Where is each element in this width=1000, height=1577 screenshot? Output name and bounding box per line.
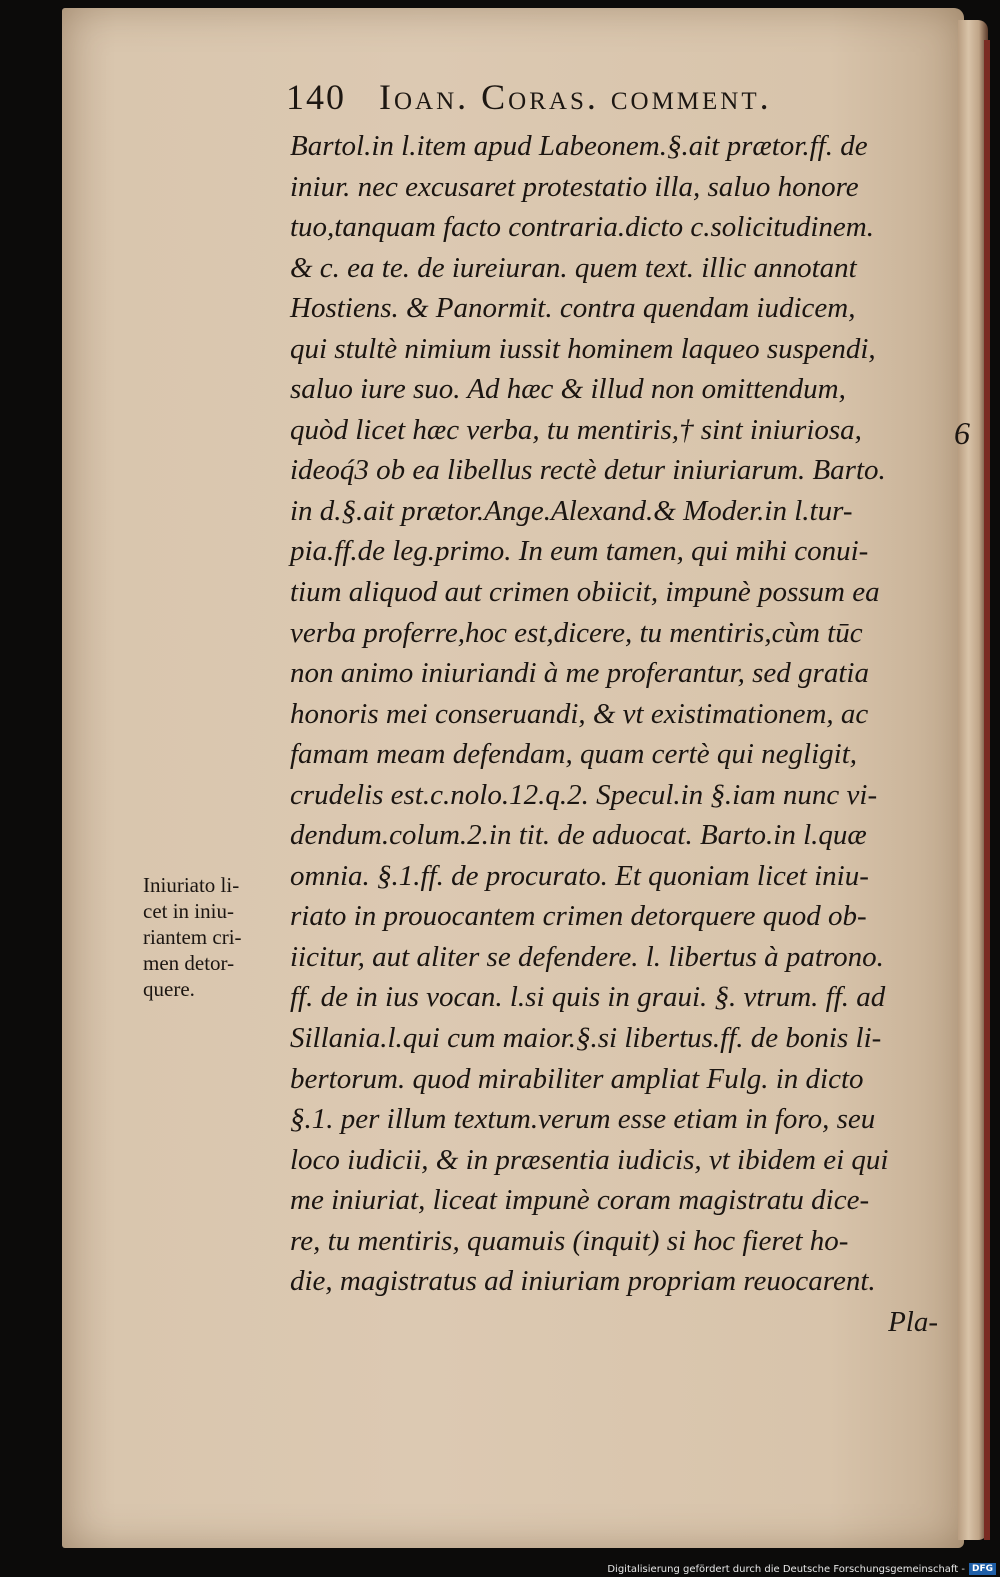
marginal-line: Iniuriato li- (143, 873, 240, 897)
running-head: Ioan. Coras. comment. (379, 77, 772, 117)
text-line: riato in prouocantem crimen detorquere quod ob- (290, 900, 867, 933)
text-line: Sillania.l.qui cum maior.§.si libertus.ff. de bonis li- (290, 1022, 882, 1055)
text-line: §.1. per illum textum.verum esse etiam in foro, seu (290, 1103, 876, 1136)
text-line: tuo,tanquam facto contraria.dicto c.solicitudinem. (290, 211, 874, 244)
marginal-line: quere. (143, 977, 195, 1001)
text-line: Bartol.in l.item apud Labeonem.§.ait prætor.ff. de (290, 130, 868, 162)
body-text (290, 126, 950, 1342)
text-line: saluo iure suo. Ad hæc & illud non omittendum, (290, 373, 846, 406)
marginal-line: men detor- (143, 951, 235, 975)
margin-number: 6 (954, 415, 970, 451)
text-line: quòd licet hæc verba, tu mentiris,† sint iniuriosa, (290, 413, 862, 446)
marginal-note (143, 872, 293, 1002)
marginal-line: riantem cri- (143, 925, 242, 949)
text-line: me iniuriat, liceat impunè coram magistratu dice- (290, 1184, 870, 1217)
text-line: crudelis est.c.nolo.12.q.2. Specul.in §.iam nunc vi- (290, 778, 878, 811)
text-line: ideoq́3 ob ea libellus rectè detur iniuriarum. Barto. (290, 454, 886, 487)
footer-text: Digitalisierung gefördert durch die Deutsche Forschungsgemeinschaft - (607, 1563, 965, 1575)
text-line: tium aliquod aut crimen obiicit, impunè possum ea (290, 576, 880, 609)
text-line: dendum.colum.2.in tit. de aduocat. Barto.in l.quæ (290, 819, 867, 852)
text-line: & c. ea te. de iureiuran. quem text. illic annotant (290, 251, 857, 284)
page-number: 140 (286, 77, 346, 117)
text-line: loco iudicii, & in præsentia iudicis, vt ibidem ei qui (290, 1143, 889, 1176)
text-line: famam meam defendam, quam certè qui negligit, (290, 738, 858, 771)
text-line: non animo iniuriandi à me proferantur, sed gratia (290, 657, 869, 690)
text-line: bertorum. quod mirabiliter ampliat Fulg. in dicto (290, 1062, 864, 1095)
marginal-line: cet in iniu- (143, 899, 234, 923)
text-line: Hostiens. & Panormit. contra quendam iudicem, (290, 292, 856, 325)
text-line: ff. de in ius vocan. l.si quis in graui. §. vtrum. ff. ad (290, 981, 886, 1014)
text-line: iicitur, aut aliter se defendere. l. libertus à patrono. (290, 940, 884, 973)
text-line: verba proferre,hoc est,dicere, tu mentiris,cùm tūc (290, 616, 863, 649)
running-header (286, 76, 772, 118)
text-line: in d.§.ait prætor.Ange.Alexand.& Moder.in l.tur- (290, 494, 853, 527)
book-edge-binding (984, 40, 990, 1540)
text-line: omnia. §.1.ff. de procurato. Et quoniam licet iniu- (290, 859, 869, 892)
text-line: qui stultè nimium iussit hominem laqueo suspendi, (290, 332, 876, 365)
text-line: pia.ff.de leg.primo. In eum tamen, qui mihi conui- (290, 535, 869, 568)
funding-footer (607, 1563, 996, 1575)
dfg-logo: DFG (969, 1563, 996, 1575)
text-line: die, magistratus ad iniuriam propriam reuocarent. (290, 1265, 876, 1298)
text-line: iniur. nec excusaret protestatio illa, saluo honore (290, 170, 859, 203)
text-line: honoris mei conseruandi, & vt existimationem, ac (290, 697, 869, 730)
catchword: Pla- (888, 1305, 938, 1338)
text-line: re, tu mentiris, quamuis (inquit) si hoc fieret ho- (290, 1224, 849, 1257)
